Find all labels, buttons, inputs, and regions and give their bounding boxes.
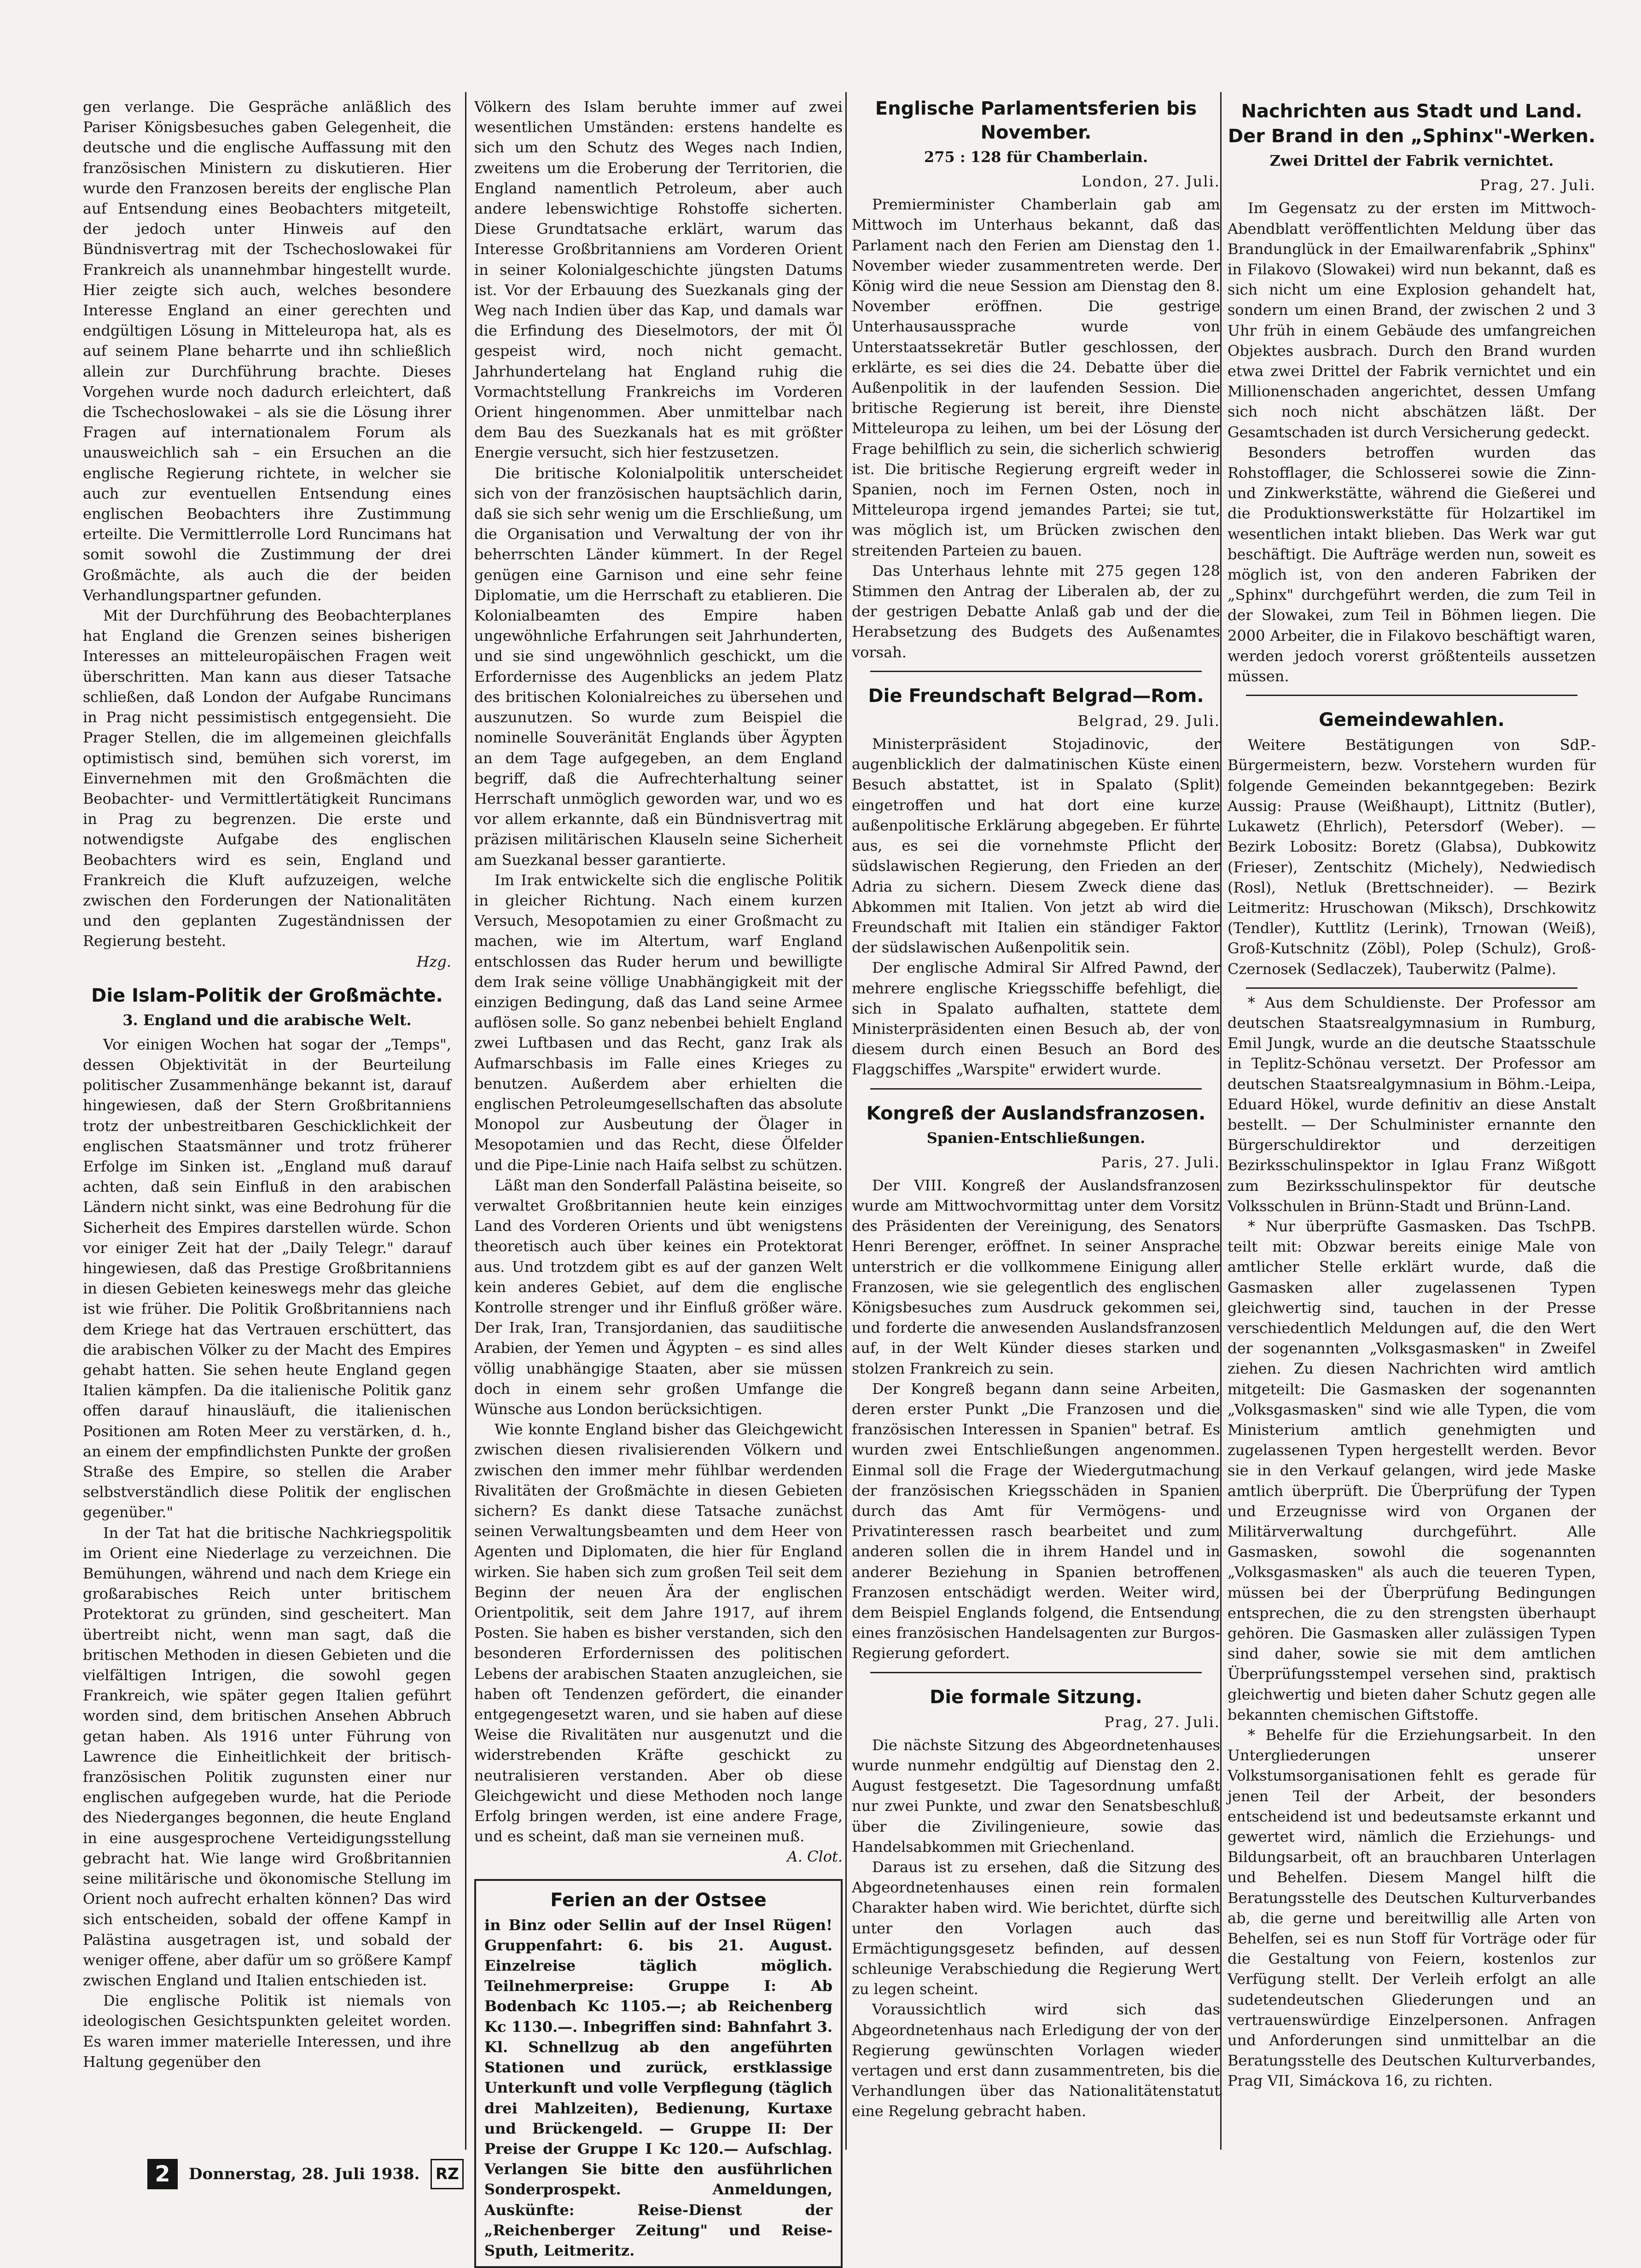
column-rule — [465, 92, 466, 2150]
paragraph: Wie konnte England bisher das Gleichgewicht zwischen diesen rivalisierenden Völkern und zwischen den immer mehr fühlbar werdenden Rivalitäten der Großmächte in diesen Gebieten sichern? Es dankt diese Tatsache zunächst seinen Verwaltungsbeamten und dem Heer von Agenten und Diplomaten, die hier für England wirken. Sie haben sich zum großen Teil seit dem Beginn der neuen Ära der englischen Orientpolitik, seit dem Jahre 1917, auf ihrem Posten. Sie haben es bisher verstanden, sich den besonderen Erfordernissen des politischen Lebens der arabischen Staaten anzugleichen, sie haben oft Tendenzen gefördert, die einander entgegengesetzt waren, und sie haben auf diese Weise die Rivalitäten nur ausgenutzt und die widerstrebenden Kräfte geschickt zu neutralisieren verstanden. Aber ob diese Gleichgewicht und diese Methoden noch lange Erfolg bringen werden, ist eine andere Frage, und es scheint, daß man sie verneinen muß. — [474, 1421, 843, 1845]
paragraph: Der VIII. Kongreß der Auslandsfranzosen wurde am Mittwochvormittag unter dem Vorsitz des Präsidenten der Vereinigung, des Senators Henri Berenger, eröffnet. In seiner Ansprache unterstrich er die vollkommene Einigung aller Franzosen, wie sie gelegentlich des englischen Königsbesuches zum Ausdruck gekommen sei, und forderte die anwesenden Auslandsfranzosen auf, in der Welt Künder dieses starken und stolzen Frankreich zu sein. — [852, 1176, 1220, 1377]
dateline: Belgrad, 29. Juli. — [1077, 712, 1220, 730]
paragraph: Im Irak entwickelte sich die englische Politik in gleicher Richtung. Nach einem kurzen Versuch, Mesopotamien zu einer Großmacht zu machen, wie im Altertum, warf England entschlossen das Ruder herum und bewilligte dem Irak seine völlige Unabhängigkeit mit der einzigen Bedingung, daß das Land seine Armee auflösen solle. So ganz nebenbei behielt England zwei Luftbasen und das Recht, ganz Irak als Aufmarschbasis im Falle eines Krieges zu benutzen. Außerdem aber erhielten die englischen Petroleumgesellschaften das absolute Monopol zur Ausbeutung der Ölager in Mesopotamien und das Recht, diese Ölfelder und die Pipe-Linie nach Haifa selbst zu schützen. — [474, 871, 843, 1174]
paragraph: Weitere Bestätigungen von SdP.-Bürgermeistern, bezw. Vorstehern wurden für folgende Gemeinden bekanntgegeben: Bezirk Aussig: Prause (Weißhaupt), Littnitz (Butler), Lukawetz (Ehrlich), Petersdorf (Weber). — Bezirk Lobositz: Boretz (Glabsa), Dubkowitz (Frieser), Zentschitz (Michely), Nedwiedisch (Rosl), Netluk (Brettschneider). — Bezirk Leitmeritz: Hruschowan (Miksch), Drschkowitz (Tendler), Kuttlitz (Lerink), Trnowan (Weiß), Groß-Kutschnitz (Zöbl), Polep (Schulz), Groß-Czernosek (Sedlaczek), Tauberwitz (Palme). — [1228, 736, 1596, 978]
paragraph: Daraus ist zu ersehen, daß die Sitzung des Abgeordnetenhauses einen rein formalen Charakter haben wird. Wie berichtet, dürfte sich unter den Vorlagen auch das Ermächtigungsgesetz befinden, auf dessen schleunige Verabschiedung die Regierung Wert zu legen scheint. — [852, 1858, 1220, 1998]
column-3 — [852, 97, 1220, 2122]
page-number: 2 — [147, 2159, 178, 2189]
paragraph: Der englische Admiral Sir Alfred Pawnd, der mehrere englische Kriegsschiffe befehligt, die sich in Spalato aufhalten, stattete dem Ministerpräsidenten einen Besuch ab, der von diesem durch einen Besuch an Bord des Flaggschiffes „Warspite" erwidert wurde. — [852, 959, 1220, 1079]
article-headline: Die Islam-Politik der Großmächte. — [91, 985, 443, 1006]
signature: Hzg. — [416, 952, 451, 970]
column-2 — [474, 97, 843, 2268]
column-rule — [1220, 92, 1222, 2150]
paragraph: Ministerpräsident Stojadinovic, der augenblicklich der dalmatinischen Küste einen Besuch abstattet, ist in Spalato (Split) eingetroffen und hat dort eine kurze außenpolitische Erklärung abgegeben. Er führte aus, es sei die vornehmste Pflicht der südslawischen Regierung, den Frieden an der Adria zu sichern. Diesem Zweck diene das Abkommen mit Italien. Von jetzt ab wird die Freundschaft mit Italien ein ständiger Faktor der südslawischen Außenpolitik sein. — [852, 735, 1220, 957]
article-subheadline: 275 : 128 für Chamberlain. — [924, 148, 1148, 166]
article-headline: Der Brand in den „Sphinx"-Werken. — [1228, 126, 1596, 147]
dateline: Paris, 27. Juli. — [1101, 1153, 1220, 1171]
paragraph: * Behelfe für die Erziehungsarbeit. In den Untergliederungen unserer Volkstumsorganisationen fehlt es gerade für jenen Teil der Arbeit, der besonders entscheidend ist und bedeutsamste erkannt und gewertet wird, nämlich die Erziehungs- und Bildungsarbeit, oft an brauchbaren Unterlagen und Behelfen. Diesem Mangel hilft die Beratungsstelle des Deutschen Kulturverbandes ab, die gerne und bereitwillig alle Arten von Behelfen, sei es nun Stoff für Vorträge oder für die Gestaltung von Feiern, kostenlos zur Verfügung stellt. Der Verleih erfolgt an alle sudetendeutschen Gliederungen und an vertrauenswürdige Einzelpersonen. Anfragen und Anforderungen sind unmittelbar an die Beratungsstelle des Deutschen Kulturverbandes, Prag VII, Simáckova 16, zu richten. — [1228, 1726, 1596, 2090]
signature: A. Clot. — [787, 1848, 843, 1866]
article-separator — [870, 1088, 1202, 1090]
paragraph: Die britische Kolonialpolitik unterscheidet sich von der französischen hauptsächlich darin, daß sie sich sehr wenig um die Erschließung, um die Organisation und Verwaltung der von ihr beherrschten Länder kümmert. In der Regel genügen eine Garnison und eine sehr feine Diplomatie, um die Herrschaft zu etablieren. Die Kolonialbeamten des Empire haben ungewöhnliche Erfahrungen seit Jahrhunderten, und sie sind ungewöhnlich geschickt, um die Erfordernisse des Augenblicks an jedem Platz des britischen Kolonialreiches zu übersehen und auszunutzen. So wurde zum Beispiel die nominelle Souveränität Englands über Ägypten an dem Tage aufgegeben, an dem England begriff, daß die Aufrechterhaltung seiner Herrschaft unmöglich geworden war, und wo es vor allem erkannte, daß ein Bündnisvertrag mit präzisen militärischen Klauseln seine Sicherheit am Suezkanal besser garantierte. — [474, 464, 843, 869]
paragraph: Mit der Durchführung des Beobachterplanes hat England die Grenzen seines bisherigen Interesses an mitteleuropäischen Fragen weit überschritten. Man kann aus dieser Tatsache schließen, daß London der Aufgabe Runcimans in Prag nicht pessimistisch entgegensieht. Die Prager Stellen, die im allgemeinen gleichfalls optimistisch sind, bemühen sich vorerst, im Einvernehmen mit den Großmächten die Beobachter- und Vermittlertätigkeit Runcimans in Prag zu begrenzen. Die erste und notwendigste Aufgabe des englischen Beobachters wird es sein, England und Frankreich die Kluft aufzuzeigen, welche zwischen den Forderungen der Nationalitäten und den geplanten Zugeständnissen der Regierung besteht. — [83, 607, 451, 950]
article-headline: Die formale Sitzung. — [930, 1686, 1142, 1708]
column-rule — [845, 92, 847, 2150]
ad-text: in Binz oder Sellin auf der Insel Rügen! Gruppenfahrt: 6. bis 21. August. Einzelreise täglich möglich. Teilnehmerpreise: Gruppe I: Ab Bodenbach Kc 1105.—; ab Reichenberg Kc 1130.—. Inbegriffen sind: Bahnfahrt 3. Kl. Schnellzug ab den angeführten Stationen und zurück, erstklassige Unterkunft und volle Verpflegung (täglich drei Mahlzeiten), Bedienung, Kurtaxe und Brückengeld. — Gruppe II: Der Preise der Gruppe I Kc 120.— Aufschlag. Verlangen Sie bitte den ausführlichen Sonderprospekt. Anmeldungen, Auskünfte: Reise-Dienst der „Reichenberger Zeitung" und Reise-Sputh, Leitmeritz. — [484, 1916, 832, 2259]
paragraph: Premierminister Chamberlain gab am Mittwoch im Unterhaus bekannt, daß das Parlament nach den Ferien am Dienstag den 1. November wieder zusammentreten werde. Der König wird die neue Session am Dienstag den 8. November eröffnen. Die gestrige Unterhausaussprache wurde von Unterstaatssekretär Butler geschlossen, der erklärte, es sei dies die 24. Debatte über die Außenpolitik in der laufenden Session. Die britische Regierung ist bereit, ihre Dienste Mitteleuropa zu leihen, um bei der Lösung der Frage behilflich zu sein, die sicherlich schwierig ist. Die britische Regierung ergreift weder in Spanien, noch im Fernen Osten, noch in Mitteleuropa irgend jemandes Partei; sie tut, was möglich ist, um Brücken zwischen den streitenden Parteien zu bauen. — [852, 196, 1220, 559]
paragraph: Im Gegensatz zu der ersten im Mittwoch-Abendblatt veröffentlichten Meldung über das Brandunglück in der Emailwarenfabrik „Sphinx" in Filakovo (Slowakei) wird nun bekannt, daß es sich nicht um eine Explosion gehandelt hat, sondern um einen Brand, der zwischen 2 und 3 Uhr früh in einem Gebäude des umfangreichen Objektes ausbrach. Durch den Brand wurden etwa zwei Drittel der Fabrik vernichtet und ein Millionenschaden angerichtet, dessen Umfang sich noch nicht abschätzen läßt. Der Gesamtschaden ist durch Versicherung gedeckt. — [1228, 199, 1596, 441]
article-headline: Die Freundschaft Belgrad—Rom. — [868, 685, 1204, 707]
dateline: Prag, 27. Juli. — [1104, 1713, 1220, 1731]
paragraph: Vor einigen Wochen hat sogar der „Temps", dessen Objektivität in der Beurteilung politischer Zusammenhänge bekannt ist, darauf hingewiesen, daß der Stern Großbritanniens trotz der unbestreitbaren Geschicklichkeit der englischen Staatsmänner und trotz früherer Erfolge im Sinken ist. „England muß darauf achten, daß sein Einfluß in den arabischen Ländern nicht sinkt, was eine Bedrohung für die Sicherheit des Empires darstellen würde. Schon vor einiger Zeit hat der „Daily Telegr." darauf hingewiesen, daß das Prestige Großbritanniens in diesen Gebieten keineswegs mehr das gleiche ist wie früher. Die Politik Großbritanniens nach dem Kriege hat das Vertrauen erschüttert, das die arabischen Völker zu der Macht des Empires gehabt hatten. Sie sehen heute England gegen Italien kämpfen. Da die italienische Politik ganz offen darauf hinausläuft, die italienischen Positionen am Roten Meer zu verstärken, d. h., an einem der empfindlichsten Punkte der großen Straße des Empire, so stellen die Araber selbstverständlich diese Politik der englischen gegenüber." — [83, 1035, 451, 1521]
article-separator — [870, 671, 1202, 672]
article-headline: Gemeindewahlen. — [1319, 709, 1505, 731]
issue-date: Donnerstag, 28. Juli 1938. — [189, 2165, 420, 2183]
paragraph: Der Kongreß begann dann seine Arbeiten, deren erster Punkt „Die Franzosen und die französischen Interessen in Spanien" betraf. Es wurden zwei Entschließungen angenommen. Einmal soll die Frage der Wiedergutmachung der französischen Kriegsschäden in Spanien durch das Amt für Vermögens- und Privatinteressen rasch bearbeitet und zum anderen sollen die in ihrem Handel und in anderer Beziehung in Spanien betroffenen Franzosen entschädigt werden. Weiter wird, dem Beispiel Englands folgend, die Entsendung eines französischen Handelsagenten zur Burgos-Regierung gefordert. — [852, 1380, 1220, 1662]
paragraph: Läßt man den Sonderfall Palästina beiseite, so verwaltet Großbritannien heute kein einziges Land des Vorderen Orients und übt wenigstens theoretisch auch über keines ein Protektorat aus. Und trotzdem gibt es auf der ganzen Welt kein anderes Gebiet, auf dem die englische Kontrolle strenger und ihr Einfluß größer wäre. Der Irak, Iran, Transjordanien, das saudiitische Arabien, der Yemen und Ägypten – es sind alles völlig unabhängige Staaten, aber sie müssen doch in einem sehr großen Umfange die Wünsche aus London berücksichtigen. — [474, 1176, 843, 1418]
newspaper-logo: RZ — [431, 2159, 464, 2189]
paragraph: gen verlange. Die Gespräche anläßlich des Pariser Königsbesuches gaben Gelegenheit, die deutsche und die englische Auffassung mit den französischen Ministern zu diskutieren. Hier wurde den Franzosen bereits der englische Plan auf Entsendung eines Beobachters mitgeteilt, der jedoch unter Hinweis auf den Bündnisvertrag mit der Tschechoslowakei für Frankreich als unannehmbar hingestellt wurde. Hier zeigte sich auch, welches besondere Interesse England an einer gerechten und endgültigen Lösung in Mitteleuropa hat, als es auf seinem Plane beharrte und ihn schließlich allein zur Durchführung brachte. Dieses Vorgehen wurde noch dadurch erleichtert, daß die Tschechoslowakei – als sie die Lösung ihrer Fragen auf internationalem Forum als unausweichlich sah – ein Ersuchen an die englische Regierung richtete, in welcher sie auch zur eventuellen Entsendung eines englischen Beobachters ihre Zustimmung erteilte. Die Vermittlerrolle Lord Runcimans hat somit sowohl die Zustimmung der drei Großmächte, als auch die der beiden Verhandlungspartner gefunden. — [83, 98, 451, 604]
paragraph: Die nächste Sitzung des Abgeordnetenhauses wurde nunmehr endgültig auf Dienstag den 2. August festgesetzt. Die Tagesordnung umfaßt nur zwei Punkte, und zwar den Senatsbeschluß über die Zivilingenieure, sowie das Handelsabkommen mit Griechenland. — [852, 1736, 1220, 1856]
paragraph: * Nur überprüfte Gasmasken. Das TschPB. teilt mit: Obzwar bereits einige Male von amtlicher Stelle erklärt wurde, daß die Gasmasken aller zugelassenen Typen gleichwertig sind, tauchen in der Presse verschiedentlich Meldungen auf, die den Wert der sogenannten „Volksgasmasken" in Zweifel ziehen. Zu diesen Nachrichten wird amtlich mitgeteilt: Die Gasmasken der sogenannten „Volksgasmasken" sind wie alle Typen, die vom Ministerium amtlich genehmigten und zugelassenen Typen hergestellt werden. Bevor sie in den Verkauf gelangen, wird jede Maske amtlich überprüft. Die Überprüfung der Typen und Erzeugnisse wird von Organen der Militärverwaltung durchgeführt. Alle Gasmasken, sowohl die sogenannten „Volksgasmasken" als auch die teueren Typen, müssen bei der Überprüfung Bedingungen entsprechen, die zu den strengsten überhaupt gehören. Die Gasmasken aller zulässigen Typen sind daher, sowie sie mit dem amtlichen Überprüfungsstempel versehen sind, praktisch gleichwertig und bieten daher Schutz gegen alle bekannten chemischen Giftstoffe. — [1228, 1217, 1596, 1723]
page-footer — [147, 2159, 470, 2189]
ad-headline: Ferien an der Ostsee — [550, 1889, 767, 1911]
advertisement-box — [474, 1879, 843, 2268]
article-headline: Englische Parlamentsferien bis November. — [875, 98, 1197, 143]
article-subheadline: 3. England und die arabische Welt. — [122, 1011, 412, 1029]
article-headline: Kongreß der Auslandsfranzosen. — [866, 1102, 1206, 1124]
article-separator — [870, 1672, 1202, 1673]
section-title: Nachrichten aus Stadt und Land. — [1241, 101, 1583, 122]
article-subheadline: Spanien-Entschließungen. — [926, 1129, 1146, 1147]
paragraph: Besonders betroffen wurden das Rohstofflager, die Schlosserei sowie die Zinn- und Zinkwerkstätte, während die Gießerei und die Produktionswerkstätte für Holzartikel im wesentlichen intakt blieben. Das Werk war gut beschäftigt. Die Aufträge werden nun, soweit es möglich ist, von den anderen Fabriken der „Sphinx" durchgeführt werden, die zum Teil in der Slowakei, zum Teil in Böhmen liegen. Die 2000 Arbeiter, die in Filakovo beschäftigt waren, werden jedoch vorerst größtenteils aussetzen müssen. — [1228, 443, 1596, 685]
column-1 — [83, 97, 451, 2072]
paragraph: * Aus dem Schuldienste. Der Professor am deutschen Staatsrealgymnasium in Rumburg, Emil Jungk, wurde an die deutsche Staatsschule in Teplitz-Schönau versetzt. Der Professor am deutschen Staatsrealgymnasium in Böhm.-Leipa, Eduard Hökel, wurde definitiv an diese Anstalt bestellt. — Der Schulminister ernannte den Bürgerschuldirektor und derzeitigen Bezirksschulinspektor in Iglau Franz Wißgott zum Bezirksschulinspektor für deutsche Volksschulen in Brünn-Stadt und Brünn-Land. — [1228, 993, 1596, 1215]
article-subheadline: Zwei Drittel der Fabrik vernichtet. — [1269, 152, 1554, 170]
dateline: London, 27. Juli. — [1082, 173, 1220, 190]
column-4 — [1228, 97, 1596, 2091]
paragraph: Die englische Politik ist niemals von ideologischen Gesichtspunkten geleitet worden. Es waren immer materielle Interessen, und ihre Haltung gegenüber den — [83, 1992, 451, 2071]
paragraph: Voraussichtlich wird sich das Abgeordnetenhaus nach Erledigung der von der Regierung gewünschten Vorlagen wieder vertagen und erst dann zusammentreten, bis die Verhandlungen über das Nationalitätenstatut eine Regelung gebracht haben. — [852, 2001, 1220, 2120]
article-separator — [1246, 695, 1577, 696]
article-separator — [1246, 987, 1577, 989]
dateline: Prag, 27. Juli. — [1480, 176, 1596, 194]
paragraph: In der Tat hat die britische Nachkriegspolitik im Orient eine Niederlage zu verzeichnen. Die Bemühungen, während und nach dem Kriege ein großarabisches Reich unter britischem Protektorat zu gründen, sind gescheitert. Man übertreibt nicht, wenn man sagt, daß die britischen Methoden in diesen Gebieten und die vielfältigen Intrigen, die sowohl gegen Frankreich, wie später gegen Italien geführt worden sind, dem britischen Ansehen Abbruch getan haben. Als 1916 unter Führung von Lawrence die Einheitlichkeit der britisch-französischen Politik zugunsten einer nur englischen aufgegeben wurde, hat die Periode des Niederganges begonnen, die heute England in eine ausgesprochene Verteidigungsstellung gebracht hat. Wie lange wird Großbritannien seine militärische und ökonomische Stellung im Orient noch aufrecht erhalten können? Das wird sich entscheiden, sobald der offene Kampf in Palästina ausgetragen ist, und sobald der weniger offene, aber dafür um so größere Kampf zwischen England und Italien entschieden ist. — [83, 1524, 451, 1990]
paragraph: Völkern des Islam beruhte immer auf zwei wesentlichen Umständen: erstens handelte es sich um den Schutz des Weges nach Indien, zweitens um die Eroberung der Territorien, die England namentlich Petroleum, aber auch andere lebenswichtige Rohstoffe sicherten. Diese Grundtatsache erklärt, warum das Interesse Großbritanniens am Vorderen Orient in seiner Kolonialgeschichte jüngsten Datums ist. Vor der Erbauung des Suezkanals ging der Weg nach Indien über das Kap, und damals war die Erfindung des Dieselmotors, der mit Öl gespeist wird, noch nicht gemacht. Jahrhundertelang hat England ruhig die Vormachtstellung Frankreichs im Vorderen Orient hingenommen. Aber unmittelbar nach dem Bau des Suezkanals hat es mit größter Energie versucht, sich hier festzusetzen. — [474, 98, 843, 462]
paragraph: Das Unterhaus lehnte mit 275 gegen 128 Stimmen den Antrag der Liberalen ab, der zu der gestrigen Debatte Anlaß gab und der die Herabsetzung des Budgets des Außenamtes vorsah. — [852, 562, 1220, 661]
